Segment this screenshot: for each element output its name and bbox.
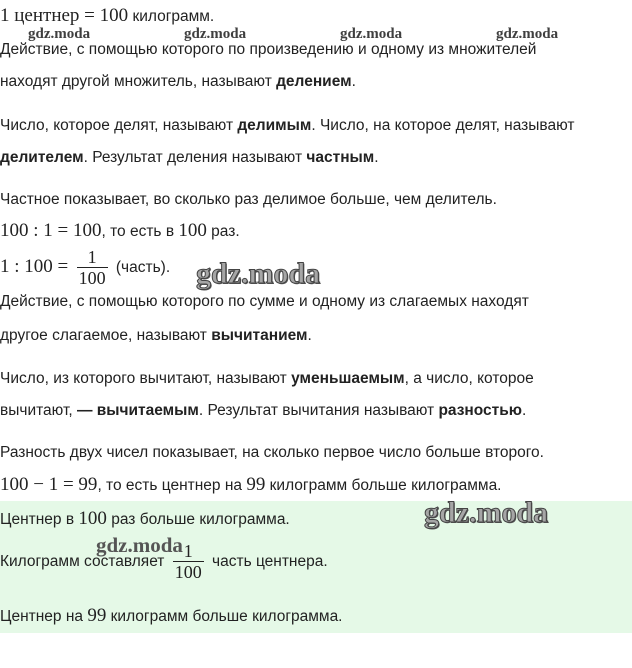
p5-line1 bbox=[0, 369, 534, 389]
p1-text: находят другой множитель, называют bbox=[0, 73, 277, 90]
p1-period: . bbox=[351, 73, 356, 90]
term-quotient: частным bbox=[306, 149, 375, 166]
p2-line2 bbox=[0, 148, 379, 168]
answer-fraction-numerator: 1 bbox=[183, 541, 193, 562]
p1-line2 bbox=[0, 72, 356, 92]
eq2-text: (часть). bbox=[115, 259, 171, 276]
answer-text-c: Килограмм составляет bbox=[0, 553, 169, 570]
p5-period: . bbox=[522, 402, 527, 419]
p5-text-a: Число, из которого вычитают, называют bbox=[0, 370, 292, 387]
eq3-math: 100 − 1 = 99 bbox=[0, 474, 98, 495]
p2-period: . bbox=[374, 149, 379, 166]
p5-text-b: , а число, которое bbox=[404, 370, 534, 387]
watermark: gdz.moda bbox=[340, 26, 403, 42]
eq3-text-b: килограмм больше килограмма. bbox=[265, 477, 502, 494]
term-division: делением bbox=[276, 73, 352, 90]
p4-text: другое слагаемое, называют bbox=[0, 327, 212, 344]
eq1-line bbox=[0, 221, 240, 242]
watermark: gdz.moda bbox=[184, 26, 247, 42]
fraction-denominator: 100 bbox=[78, 268, 106, 289]
watermark: gdz.moda bbox=[196, 257, 321, 290]
watermark: gdz.moda bbox=[424, 496, 549, 529]
eq2-math: 1 : 100 = bbox=[0, 256, 69, 277]
p2-text-c: . Результат деления называют bbox=[83, 149, 307, 166]
p5-text-c: вычитают, bbox=[0, 402, 77, 419]
p3-line: Частное показывает, во сколько раз делимое больше, чем делитель. bbox=[0, 191, 497, 208]
answer-line1 bbox=[0, 509, 290, 530]
eq1-text-a: , то есть в bbox=[101, 223, 179, 240]
eq3-text-a: , то есть центнер на bbox=[97, 477, 247, 494]
answer-text-a: Центнер в bbox=[0, 511, 79, 528]
answer-text-e: Центнер на bbox=[0, 608, 88, 625]
eq3-line bbox=[0, 475, 502, 496]
term-divisor: делителем bbox=[0, 149, 84, 166]
p6-line: Разность двух чисел показывает, на сколько первое число больше второго. bbox=[0, 444, 544, 461]
p2-line1 bbox=[0, 116, 575, 136]
p4-line2 bbox=[0, 326, 312, 346]
header-text: килограмм. bbox=[128, 8, 215, 25]
answer-text-f: килограмм больше килограмма. bbox=[106, 608, 343, 625]
watermark: gdz.moda bbox=[496, 26, 559, 42]
p4-period: . bbox=[307, 327, 312, 344]
answer-text-b: раз больше килограмма. bbox=[106, 511, 290, 528]
answer-text-d: часть центнера. bbox=[207, 553, 328, 570]
term-difference: разностью bbox=[438, 402, 523, 419]
p1-line1: Действие, с помощью которого по произведению и одному из множителей bbox=[0, 41, 537, 58]
term-subtraction: вычитанием bbox=[211, 327, 308, 344]
p4-line1: Действие, с помощью которого по сумме и одному из слагаемых находят bbox=[0, 293, 529, 310]
eq1-math: 100 : 1 = 100 bbox=[0, 220, 102, 241]
watermark: gdz.moda bbox=[96, 533, 183, 557]
p2-text-a: Число, которое делят, называют bbox=[0, 117, 238, 134]
eq3-math2: 99 bbox=[246, 474, 266, 495]
p5-line2 bbox=[0, 401, 526, 421]
p2-text-b: . Число, на которое делят, называют bbox=[311, 117, 575, 134]
answer-math3: 99 bbox=[87, 605, 107, 626]
answer-fraction-denominator: 100 bbox=[174, 562, 202, 583]
answer-math1: 100 bbox=[78, 508, 107, 529]
term-subtrahend: — вычитаемым bbox=[76, 402, 199, 419]
eq1-math2: 100 bbox=[178, 220, 207, 241]
header-math: 1 центнер = 100 bbox=[0, 5, 129, 26]
eq1-text-b: раз. bbox=[206, 223, 240, 240]
fraction-numerator: 1 bbox=[87, 247, 97, 268]
p5-text-d: . Результат вычитания называют bbox=[198, 402, 439, 419]
eq2-line bbox=[0, 246, 170, 289]
answer-line3 bbox=[0, 606, 343, 627]
watermark: gdz.moda bbox=[28, 26, 91, 42]
header-line bbox=[0, 6, 214, 27]
eq2-fraction bbox=[77, 247, 108, 288]
term-dividend: делимым bbox=[237, 117, 312, 134]
term-minuend: уменьшаемым bbox=[291, 370, 405, 387]
